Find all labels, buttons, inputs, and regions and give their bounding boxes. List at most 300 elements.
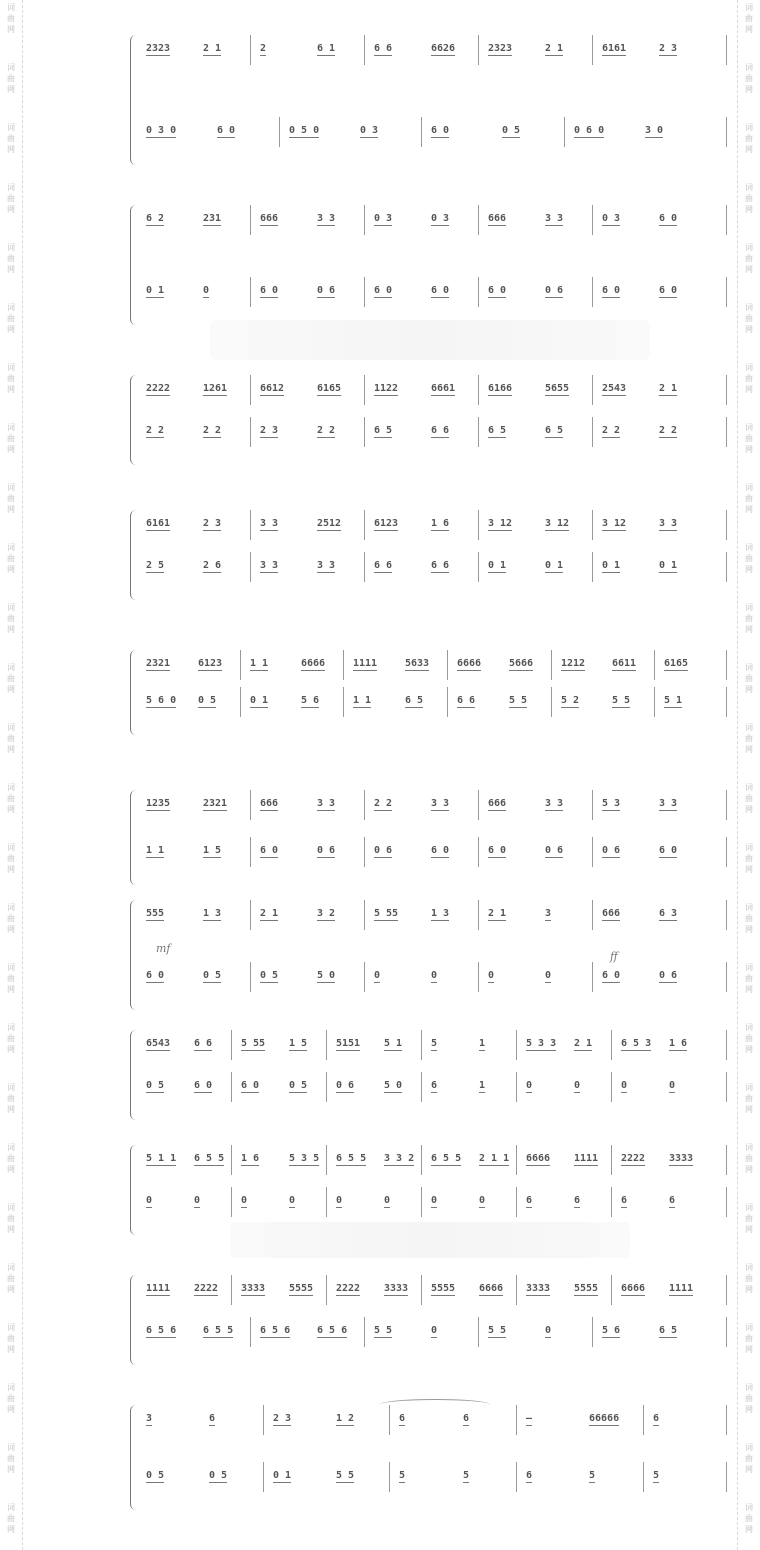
note-text: 5 1 1 bbox=[146, 1153, 177, 1164]
accompaniment-note-group bbox=[488, 285, 506, 298]
accompaniment-note-group bbox=[405, 695, 423, 708]
barline bbox=[250, 205, 251, 235]
margin-watermark-char: 网 bbox=[7, 745, 15, 754]
note-text: 0 bbox=[488, 970, 495, 981]
beam-underline bbox=[431, 137, 449, 138]
note-text: 5151 bbox=[336, 1038, 361, 1049]
margin-watermark bbox=[741, 122, 757, 155]
margin-watermark-char: 曲 bbox=[7, 1394, 15, 1403]
note-text: 2 3 bbox=[659, 43, 678, 54]
beam-underline bbox=[659, 810, 677, 811]
beam-underline bbox=[194, 1165, 224, 1166]
margin-watermark bbox=[741, 602, 757, 635]
accompaniment-note-group bbox=[146, 1080, 164, 1093]
note-text: 6666 bbox=[621, 1283, 646, 1294]
beam-underline bbox=[526, 1295, 550, 1296]
melody-note-group bbox=[488, 518, 512, 531]
margin-watermark-char: 词 bbox=[7, 243, 15, 252]
margin-watermark bbox=[741, 1322, 757, 1355]
beam-underline bbox=[669, 1295, 693, 1296]
barline bbox=[516, 1187, 517, 1217]
note-text: 0 6 bbox=[317, 285, 336, 296]
beam-underline bbox=[545, 857, 563, 858]
beam-underline bbox=[317, 225, 335, 226]
accompaniment-note-group bbox=[317, 285, 335, 298]
barline bbox=[231, 1145, 232, 1175]
accompaniment-note-group bbox=[374, 1325, 392, 1338]
beam-underline bbox=[399, 1425, 405, 1426]
note-text: 6611 bbox=[612, 658, 637, 669]
note-text: 5 5 bbox=[336, 1470, 355, 1481]
melody-note-group bbox=[203, 383, 227, 396]
beam-underline bbox=[146, 137, 176, 138]
note-text: 5 3 5 bbox=[289, 1153, 320, 1164]
beam-underline bbox=[289, 1165, 319, 1166]
beam-underline bbox=[260, 857, 278, 858]
note-text: 0 6 bbox=[659, 970, 678, 981]
margin-watermark-char: 词 bbox=[7, 663, 15, 672]
beam-underline bbox=[574, 1207, 580, 1208]
accompaniment-note-group bbox=[260, 845, 278, 858]
margin-watermark-char: 网 bbox=[745, 1225, 753, 1234]
note-text: 5 0 bbox=[317, 970, 336, 981]
barline bbox=[250, 35, 251, 65]
beam-underline bbox=[194, 1207, 200, 1208]
beam-underline bbox=[431, 572, 449, 573]
melody-note-group bbox=[241, 1038, 265, 1051]
margin-watermark bbox=[3, 902, 19, 935]
beam-underline bbox=[374, 395, 398, 396]
beam-underline bbox=[659, 55, 677, 56]
accompaniment-note-group bbox=[479, 1195, 485, 1208]
melody-note-group bbox=[194, 1283, 218, 1296]
margin-watermark bbox=[3, 1322, 19, 1355]
melody-note-group bbox=[260, 213, 278, 226]
melody-note-group bbox=[289, 1038, 307, 1051]
barline bbox=[592, 510, 593, 540]
melody-note-group bbox=[260, 43, 266, 56]
beam-underline bbox=[273, 1482, 291, 1483]
note-text: 6 0 bbox=[431, 285, 450, 296]
accompaniment-note-group bbox=[669, 1195, 675, 1208]
beam-underline bbox=[146, 55, 170, 56]
beam-underline bbox=[336, 1050, 360, 1051]
accompaniment-note-group bbox=[526, 1195, 532, 1208]
melody-note-group bbox=[301, 658, 325, 671]
melody-note-group bbox=[146, 1153, 176, 1166]
lower-staff bbox=[142, 837, 730, 877]
barline bbox=[478, 277, 479, 307]
melody-note-group bbox=[509, 658, 533, 671]
melody-note-group bbox=[374, 43, 392, 56]
margin-watermark bbox=[3, 1442, 19, 1475]
accompaniment-note-group bbox=[463, 1470, 469, 1483]
melody-note-group bbox=[146, 43, 170, 56]
margin-watermark-char: 词 bbox=[7, 783, 15, 792]
beam-underline bbox=[488, 857, 506, 858]
beam-underline bbox=[353, 707, 371, 708]
note-text: 0 5 0 bbox=[289, 125, 320, 136]
note-text: 231 bbox=[203, 213, 222, 224]
beam-underline bbox=[405, 670, 429, 671]
margin-watermark bbox=[3, 1202, 19, 1235]
accompaniment-note-group bbox=[431, 560, 449, 573]
margin-watermark bbox=[3, 1082, 19, 1115]
beam-underline bbox=[374, 572, 392, 573]
barline bbox=[250, 837, 251, 867]
note-text: 0 bbox=[241, 1195, 248, 1206]
note-text: 6 5 bbox=[405, 695, 424, 706]
barline bbox=[447, 650, 448, 680]
barline bbox=[364, 790, 365, 820]
beam-underline bbox=[488, 437, 506, 438]
note-text: 0 5 bbox=[289, 1080, 308, 1091]
note-text: 6 6 bbox=[374, 560, 393, 571]
barline bbox=[364, 510, 365, 540]
barline bbox=[726, 962, 727, 992]
accompaniment-note-group bbox=[431, 1080, 437, 1093]
system-brace bbox=[130, 510, 139, 600]
margin-watermark bbox=[3, 1022, 19, 1055]
margin-watermark bbox=[741, 422, 757, 455]
note-text: 0 1 bbox=[273, 1470, 292, 1481]
note-text: 1 bbox=[479, 1038, 486, 1049]
margin-watermark-char: 网 bbox=[7, 445, 15, 454]
beam-underline bbox=[301, 670, 325, 671]
note-text: 6 0 bbox=[488, 285, 507, 296]
beam-underline bbox=[209, 1425, 215, 1426]
beam-underline bbox=[602, 572, 620, 573]
accompaniment-note-group bbox=[431, 125, 449, 138]
margin-watermark-char: 词 bbox=[7, 303, 15, 312]
melody-note-group bbox=[146, 798, 170, 811]
margin-watermark-char: 网 bbox=[745, 1345, 753, 1354]
margin-watermark bbox=[3, 2, 19, 35]
accompaniment-note-group bbox=[574, 1195, 580, 1208]
barline bbox=[611, 1145, 612, 1175]
note-text: 5 bbox=[431, 1038, 438, 1049]
note-text: 1 1 bbox=[250, 658, 269, 669]
note-text: 6543 bbox=[146, 1038, 171, 1049]
system-brace bbox=[130, 1405, 139, 1510]
note-text: 3333 bbox=[241, 1283, 266, 1294]
note-text: 3 3 bbox=[317, 560, 336, 571]
note-text: 1 6 bbox=[431, 518, 450, 529]
barline bbox=[231, 1275, 232, 1305]
note-text: 6 5 6 bbox=[146, 1325, 177, 1336]
margin-watermark-char: 网 bbox=[7, 385, 15, 394]
note-text: 0 6 bbox=[545, 285, 564, 296]
margin-watermark-char: 网 bbox=[745, 805, 753, 814]
margin-watermark-char: 曲 bbox=[7, 1514, 15, 1523]
margin-watermark bbox=[3, 662, 19, 695]
melody-note-group bbox=[526, 1283, 550, 1296]
note-text: 2323 bbox=[146, 43, 171, 54]
beam-underline bbox=[602, 920, 620, 921]
note-text: 3 2 bbox=[317, 908, 336, 919]
barline bbox=[263, 1462, 264, 1492]
margin-watermark-char: 曲 bbox=[7, 74, 15, 83]
beam-underline bbox=[526, 1092, 532, 1093]
barline bbox=[263, 1405, 264, 1435]
margin-watermark-char: 曲 bbox=[745, 854, 753, 863]
accompaniment-note-group bbox=[146, 695, 176, 708]
beam-underline bbox=[502, 137, 520, 138]
melody-note-group bbox=[526, 1038, 556, 1051]
accompaniment-note-group bbox=[545, 970, 551, 983]
note-text: 0 6 bbox=[317, 845, 336, 856]
barline bbox=[726, 552, 727, 582]
note-text: 6 5 bbox=[488, 425, 507, 436]
note-text: 0 bbox=[203, 285, 210, 296]
margin-watermark-char: 词 bbox=[745, 63, 753, 72]
accompaniment-note-group bbox=[203, 1325, 233, 1338]
melody-note-group bbox=[209, 1413, 215, 1426]
margin-watermark-char: 网 bbox=[7, 1045, 15, 1054]
beam-underline bbox=[488, 810, 506, 811]
barline bbox=[250, 417, 251, 447]
lower-staff bbox=[142, 417, 730, 457]
upper-staff bbox=[142, 205, 730, 245]
note-text: 6 0 bbox=[374, 285, 393, 296]
note-text: 2222 bbox=[621, 1153, 646, 1164]
accompaniment-note-group bbox=[336, 1195, 342, 1208]
margin-watermark-char: 词 bbox=[745, 183, 753, 192]
beam-underline bbox=[317, 297, 335, 298]
beam-underline bbox=[194, 1050, 212, 1051]
beam-underline bbox=[250, 670, 268, 671]
barline bbox=[726, 1072, 727, 1102]
barline bbox=[516, 1275, 517, 1305]
note-text: 0 bbox=[431, 1195, 438, 1206]
barline bbox=[364, 1317, 365, 1347]
barline bbox=[726, 900, 727, 930]
beam-underline bbox=[669, 1207, 675, 1208]
note-text: 3 3 bbox=[545, 213, 564, 224]
note-text: 2 1 bbox=[659, 383, 678, 394]
beam-underline bbox=[488, 297, 506, 298]
beam-underline bbox=[488, 530, 512, 531]
margin-watermark bbox=[3, 302, 19, 335]
note-text: 6 5 6 bbox=[260, 1325, 291, 1336]
beam-underline bbox=[463, 1482, 469, 1483]
barline bbox=[726, 1030, 727, 1060]
melody-note-group bbox=[317, 43, 335, 56]
beam-underline bbox=[621, 1165, 645, 1166]
beam-underline bbox=[545, 55, 563, 56]
margin-watermark bbox=[3, 962, 19, 995]
melody-note-group bbox=[431, 908, 449, 921]
margin-watermark-char: 曲 bbox=[7, 1274, 15, 1283]
melody-note-group bbox=[374, 908, 398, 921]
beam-underline bbox=[545, 572, 563, 573]
beam-underline bbox=[374, 810, 392, 811]
beam-underline bbox=[545, 225, 563, 226]
melody-note-group bbox=[545, 383, 569, 396]
melody-note-group bbox=[479, 1038, 485, 1051]
melody-note-group bbox=[146, 1038, 170, 1051]
accompaniment-note-group bbox=[659, 425, 677, 438]
margin-watermark bbox=[741, 842, 757, 875]
note-text: 6 0 bbox=[659, 845, 678, 856]
melody-note-group bbox=[317, 518, 341, 531]
note-text: 5 5 bbox=[488, 1325, 507, 1336]
margin-watermark-char: 曲 bbox=[745, 434, 753, 443]
note-text: 0 bbox=[621, 1080, 628, 1091]
barline bbox=[250, 962, 251, 992]
accompaniment-note-group bbox=[645, 125, 663, 138]
margin-watermark-char: 网 bbox=[745, 1165, 753, 1174]
accompaniment-note-group bbox=[317, 425, 335, 438]
beam-underline bbox=[260, 225, 278, 226]
margin-watermark-char: 词 bbox=[745, 663, 753, 672]
note-text: 6123 bbox=[374, 518, 399, 529]
margin-watermark bbox=[3, 1262, 19, 1295]
melody-note-group bbox=[526, 1413, 532, 1426]
barline bbox=[592, 962, 593, 992]
note-text: 0 5 bbox=[502, 125, 521, 136]
beam-underline bbox=[384, 1050, 402, 1051]
accompaniment-note-group bbox=[317, 560, 335, 573]
note-text: 0 6 0 bbox=[574, 125, 605, 136]
beam-underline bbox=[431, 1050, 437, 1051]
beam-underline bbox=[374, 1337, 392, 1338]
margin-watermark bbox=[741, 782, 757, 815]
beam-underline bbox=[374, 920, 398, 921]
barline bbox=[326, 1187, 327, 1217]
beam-underline bbox=[574, 1050, 592, 1051]
accompaniment-note-group bbox=[374, 845, 392, 858]
beam-underline bbox=[664, 670, 688, 671]
barline bbox=[421, 1030, 422, 1060]
margin-watermark-char: 曲 bbox=[7, 914, 15, 923]
accompaniment-note-group bbox=[374, 560, 392, 573]
upper-staff bbox=[142, 650, 730, 690]
beam-underline bbox=[194, 1092, 212, 1093]
accompaniment-note-group bbox=[602, 970, 620, 983]
margin-watermark-char: 网 bbox=[7, 145, 15, 154]
accompaniment-note-group bbox=[488, 970, 494, 983]
melody-note-group bbox=[260, 908, 278, 921]
score-system bbox=[130, 900, 730, 1010]
note-text: 0 bbox=[574, 1080, 581, 1091]
margin-watermark-char: 曲 bbox=[7, 1034, 15, 1043]
note-text: – bbox=[526, 1413, 533, 1424]
margin-watermark-char: 词 bbox=[7, 843, 15, 852]
note-text: 1 5 bbox=[289, 1038, 308, 1049]
barline bbox=[564, 117, 565, 147]
note-text: 2 1 bbox=[488, 908, 507, 919]
margin-watermark-char: 曲 bbox=[7, 1094, 15, 1103]
note-text: 1111 bbox=[146, 1283, 171, 1294]
margin-watermark-char: 网 bbox=[745, 685, 753, 694]
beam-underline bbox=[374, 857, 392, 858]
note-text: 666 bbox=[260, 798, 279, 809]
note-text: 0 3 bbox=[360, 125, 379, 136]
note-text: 6 0 bbox=[431, 125, 450, 136]
beam-underline bbox=[431, 810, 449, 811]
note-text: 3 3 bbox=[659, 518, 678, 529]
beam-underline bbox=[526, 1482, 532, 1483]
margin-watermark-char: 曲 bbox=[745, 374, 753, 383]
upper-staff bbox=[142, 1275, 730, 1315]
margin-watermark-char: 曲 bbox=[7, 254, 15, 263]
accompaniment-note-group bbox=[336, 1470, 354, 1483]
accompaniment-note-group bbox=[526, 1470, 532, 1483]
barline bbox=[364, 552, 365, 582]
barline bbox=[726, 1405, 727, 1435]
note-text: 5 3 bbox=[602, 798, 621, 809]
accompaniment-note-group bbox=[336, 1080, 354, 1093]
note-text: 3 3 bbox=[317, 213, 336, 224]
margin-watermark bbox=[741, 1202, 757, 1235]
beam-underline bbox=[384, 1092, 402, 1093]
barline bbox=[279, 117, 280, 147]
system-brace bbox=[130, 1145, 139, 1235]
melody-note-group bbox=[146, 1413, 152, 1426]
beam-underline bbox=[621, 1092, 627, 1093]
barline bbox=[611, 1275, 612, 1305]
beam-underline bbox=[645, 137, 663, 138]
note-text: 0 bbox=[336, 1195, 343, 1206]
margin-watermark-char: 曲 bbox=[7, 1454, 15, 1463]
margin-watermark bbox=[3, 1142, 19, 1175]
barline bbox=[551, 687, 552, 717]
note-text: 0 6 bbox=[602, 845, 621, 856]
beam-underline bbox=[260, 297, 278, 298]
accompaniment-note-group bbox=[664, 695, 682, 708]
note-text: 0 3 0 bbox=[146, 125, 177, 136]
melody-note-group bbox=[669, 1038, 687, 1051]
beam-underline bbox=[431, 395, 455, 396]
note-text: 2 1 bbox=[203, 43, 222, 54]
beam-underline bbox=[146, 670, 170, 671]
note-text: 1212 bbox=[561, 658, 586, 669]
melody-note-group bbox=[545, 213, 563, 226]
barline bbox=[726, 837, 727, 867]
system-brace bbox=[130, 1030, 139, 1120]
barline bbox=[592, 277, 593, 307]
margin-watermark-char: 词 bbox=[7, 63, 15, 72]
note-text: 6661 bbox=[431, 383, 456, 394]
beam-underline bbox=[374, 297, 392, 298]
note-text: 6 2 bbox=[146, 213, 165, 224]
accompaniment-note-group bbox=[602, 845, 620, 858]
system-brace bbox=[130, 35, 139, 165]
margin-watermark bbox=[3, 842, 19, 875]
beam-underline bbox=[488, 920, 506, 921]
beam-underline bbox=[146, 530, 170, 531]
margin-watermark-char: 网 bbox=[745, 85, 753, 94]
melody-note-group bbox=[545, 518, 569, 531]
beam-underline bbox=[561, 707, 579, 708]
melody-note-group bbox=[353, 658, 377, 671]
beam-underline bbox=[602, 810, 620, 811]
note-text: 6 0 bbox=[194, 1080, 213, 1091]
margin-watermark-char: 网 bbox=[7, 805, 15, 814]
melody-note-group bbox=[669, 1283, 693, 1296]
accompaniment-note-group bbox=[374, 425, 392, 438]
melody-note-group bbox=[146, 213, 164, 226]
margin-watermark-char: 曲 bbox=[745, 1514, 753, 1523]
accompaniment-note-group bbox=[621, 1195, 627, 1208]
margin-watermark-char: 词 bbox=[745, 543, 753, 552]
barline bbox=[726, 35, 727, 65]
margin-watermark-char: 网 bbox=[7, 25, 15, 34]
accompaniment-note-group bbox=[203, 560, 221, 573]
accompaniment-note-group bbox=[146, 970, 164, 983]
note-text: 0 6 bbox=[374, 845, 393, 856]
